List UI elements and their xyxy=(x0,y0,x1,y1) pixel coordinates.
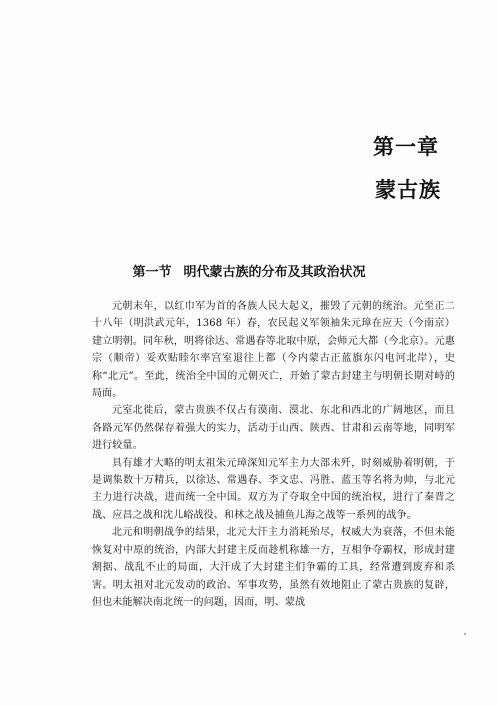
scan-speck xyxy=(464,633,466,635)
section-heading xyxy=(0,261,498,280)
paragraph: 具有雄才大略的明太祖朱元璋深知元军主力大部未歼，时刻威胁着明朝，于是调集数十万精兵，以徐达、常遇春、李文忠、冯胜、蓝玉等名将为帅，与北元主力进行决战，进而统一全中国。双方为了夺取全中国的统治权，进行了秦晋之战、应昌之战和沈儿峪战役、和林之战及捕鱼儿海之战等一系列的战争。 xyxy=(92,457,455,521)
section-number: 第一节 xyxy=(132,265,172,280)
chapter-title: 蒙古族 xyxy=(375,178,441,202)
section-title: 明代蒙古族的分布及其政治状况 xyxy=(183,265,366,280)
chapter-number: 第一章 xyxy=(373,135,439,159)
body-text xyxy=(92,298,455,611)
paragraph: 北元和明朝战争的结果，北元大汗主力消耗殆尽，权威大为衰落，不但未能恢复对中原的统治，内部大封建主反而趁机称雄一方，互相争夺霸权，形成封建割据、战乱不止的局面，大汗成了大封建主们争霸的工具，经常遭到废弃和杀害。明太祖对北元发动的政治、军事攻势，虽然有效地阻止了蒙古贵族的复辟，但也未能解决南北统一的问题，因而，明、蒙战 xyxy=(92,527,455,608)
paragraph: 元室北徙后，蒙古贵族不仅占有漠南、漠北、东北和西北的广阔地区，而且各路元军仍然保存着强大的实力，活动于山西、陕西、甘肃和云南等地，同明军进行较量。 xyxy=(92,405,455,452)
paragraph: 元朝末年，以红巾军为首的各族人民大起义，摧毁了元朝的统治。元至正二十八年（明洪武元年，1368 年）春，农民起义军领袖朱元璋在应天（今南京）建立明朝。同年秋，明将徐达、常遇春等北取中原，会师元大都（今北京）。元惠宗（顺帝）妥欢贴睦尔率宫室退往上都（今内蒙古正蓝旗东闪电河北岸），史称“北元”。至此，统治全中国的元朝灭亡，开始了蒙古封建主与明朝长期对峙的局面。 xyxy=(92,301,455,400)
